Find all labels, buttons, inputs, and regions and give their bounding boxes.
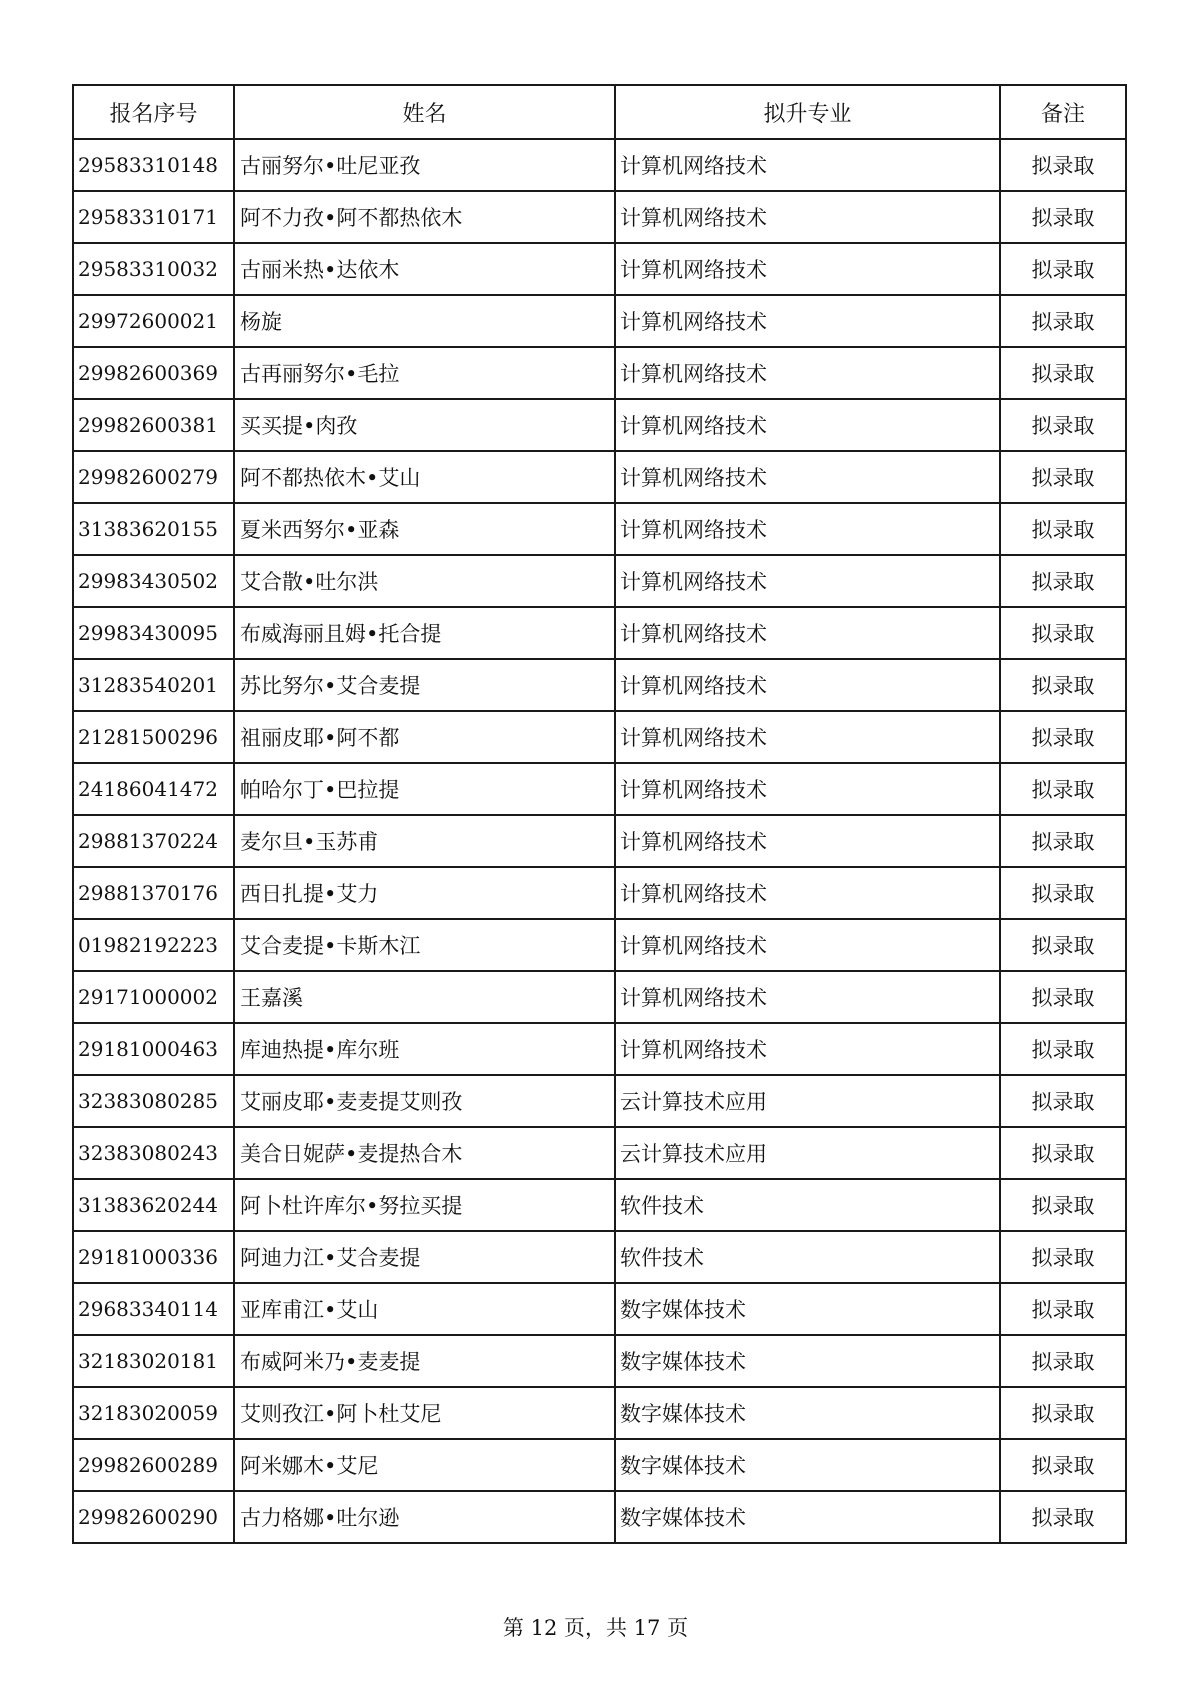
table-row bbox=[73, 451, 1126, 503]
major-cell: 计算机网络技术 bbox=[615, 867, 1000, 919]
major-cell: 计算机网络技术 bbox=[615, 295, 1000, 347]
major-cell: 计算机网络技术 bbox=[615, 607, 1000, 659]
major-cell: 计算机网络技术 bbox=[615, 243, 1000, 295]
major-cell: 计算机网络技术 bbox=[615, 139, 1000, 191]
name-cell: 阿卜杜许库尔•努拉买提 bbox=[234, 1179, 615, 1231]
table-header-row bbox=[73, 85, 1126, 139]
table-row bbox=[73, 1283, 1126, 1335]
name-cell: 祖丽皮耶•阿不都 bbox=[234, 711, 615, 763]
registration-number-cell: 29583310171 bbox=[73, 191, 234, 243]
remarks-cell: 拟录取 bbox=[1000, 191, 1126, 243]
major-cell: 数字媒体技术 bbox=[615, 1439, 1000, 1491]
table-row bbox=[73, 815, 1126, 867]
major-cell: 软件技术 bbox=[615, 1179, 1000, 1231]
table-row bbox=[73, 1179, 1126, 1231]
table-row bbox=[73, 503, 1126, 555]
table-row bbox=[73, 607, 1126, 659]
remarks-cell: 拟录取 bbox=[1000, 295, 1126, 347]
name-cell: 古力格娜•吐尔逊 bbox=[234, 1491, 615, 1543]
table-row bbox=[73, 295, 1126, 347]
table-row bbox=[73, 399, 1126, 451]
remarks-cell: 拟录取 bbox=[1000, 1179, 1126, 1231]
table-row bbox=[73, 1439, 1126, 1491]
remarks-cell: 拟录取 bbox=[1000, 555, 1126, 607]
registration-number-cell: 29972600021 bbox=[73, 295, 234, 347]
major-cell: 数字媒体技术 bbox=[615, 1491, 1000, 1543]
remarks-cell: 拟录取 bbox=[1000, 867, 1126, 919]
name-cell: 布威阿米乃•麦麦提 bbox=[234, 1335, 615, 1387]
registration-number-cell: 21281500296 bbox=[73, 711, 234, 763]
remarks-cell: 拟录取 bbox=[1000, 1335, 1126, 1387]
registration-number-cell: 29181000336 bbox=[73, 1231, 234, 1283]
registration-number-cell: 29982600279 bbox=[73, 451, 234, 503]
registration-number-cell: 29583310032 bbox=[73, 243, 234, 295]
name-cell: 王嘉溪 bbox=[234, 971, 615, 1023]
registration-number-cell: 29171000002 bbox=[73, 971, 234, 1023]
name-cell: 麦尔旦•玉苏甫 bbox=[234, 815, 615, 867]
registration-number-cell: 29982600369 bbox=[73, 347, 234, 399]
remarks-cell: 拟录取 bbox=[1000, 1075, 1126, 1127]
name-cell: 阿不都热依木•艾山 bbox=[234, 451, 615, 503]
table-row bbox=[73, 1335, 1126, 1387]
table-row bbox=[73, 1231, 1126, 1283]
remarks-cell: 拟录取 bbox=[1000, 347, 1126, 399]
registration-number-cell: 31383620155 bbox=[73, 503, 234, 555]
major-cell: 计算机网络技术 bbox=[615, 503, 1000, 555]
remarks-cell: 拟录取 bbox=[1000, 1127, 1126, 1179]
major-cell: 计算机网络技术 bbox=[615, 971, 1000, 1023]
name-cell: 阿不力孜•阿不都热依木 bbox=[234, 191, 615, 243]
major-cell: 数字媒体技术 bbox=[615, 1387, 1000, 1439]
remarks-cell: 拟录取 bbox=[1000, 399, 1126, 451]
name-cell: 古再丽努尔•毛拉 bbox=[234, 347, 615, 399]
name-cell: 艾合麦提•卡斯木江 bbox=[234, 919, 615, 971]
name-cell: 亚库甫江•艾山 bbox=[234, 1283, 615, 1335]
name-cell: 古丽米热•达依木 bbox=[234, 243, 615, 295]
major-cell: 计算机网络技术 bbox=[615, 919, 1000, 971]
table-row bbox=[73, 347, 1126, 399]
major-cell: 计算机网络技术 bbox=[615, 763, 1000, 815]
major-cell: 计算机网络技术 bbox=[615, 555, 1000, 607]
registration-number-cell: 32383080243 bbox=[73, 1127, 234, 1179]
major-cell: 计算机网络技术 bbox=[615, 191, 1000, 243]
remarks-cell: 拟录取 bbox=[1000, 1231, 1126, 1283]
remarks-cell: 拟录取 bbox=[1000, 1387, 1126, 1439]
registration-number-cell: 29982600289 bbox=[73, 1439, 234, 1491]
table-row bbox=[73, 139, 1126, 191]
remarks-cell: 拟录取 bbox=[1000, 659, 1126, 711]
table-row bbox=[73, 971, 1126, 1023]
remarks-cell: 拟录取 bbox=[1000, 1283, 1126, 1335]
remarks-cell: 拟录取 bbox=[1000, 711, 1126, 763]
major-cell: 云计算技术应用 bbox=[615, 1127, 1000, 1179]
table-row bbox=[73, 1075, 1126, 1127]
remarks-cell: 拟录取 bbox=[1000, 503, 1126, 555]
table-row bbox=[73, 555, 1126, 607]
registration-number-cell: 29583310148 bbox=[73, 139, 234, 191]
registration-number-cell: 29881370176 bbox=[73, 867, 234, 919]
major-cell: 计算机网络技术 bbox=[615, 815, 1000, 867]
major-cell: 计算机网络技术 bbox=[615, 347, 1000, 399]
name-cell: 帕哈尔丁•巴拉提 bbox=[234, 763, 615, 815]
name-cell: 买买提•肉孜 bbox=[234, 399, 615, 451]
major-cell: 计算机网络技术 bbox=[615, 659, 1000, 711]
page-number-text: 第 12 页，共 17 页 bbox=[502, 1616, 689, 1640]
remarks-cell: 拟录取 bbox=[1000, 1023, 1126, 1075]
table-row bbox=[73, 1023, 1126, 1075]
name-cell: 夏米西努尔•亚森 bbox=[234, 503, 615, 555]
remarks-cell: 拟录取 bbox=[1000, 607, 1126, 659]
admission-table bbox=[72, 84, 1127, 1544]
name-cell: 阿米娜木•艾尼 bbox=[234, 1439, 615, 1491]
header-remarks: 备注 bbox=[1000, 85, 1126, 139]
name-cell: 苏比努尔•艾合麦提 bbox=[234, 659, 615, 711]
registration-number-cell: 29181000463 bbox=[73, 1023, 234, 1075]
remarks-cell: 拟录取 bbox=[1000, 243, 1126, 295]
table-row bbox=[73, 1127, 1126, 1179]
table-row bbox=[73, 659, 1126, 711]
table-row bbox=[73, 1387, 1126, 1439]
major-cell: 数字媒体技术 bbox=[615, 1335, 1000, 1387]
remarks-cell: 拟录取 bbox=[1000, 1491, 1126, 1543]
major-cell: 计算机网络技术 bbox=[615, 1023, 1000, 1075]
registration-number-cell: 29983430095 bbox=[73, 607, 234, 659]
major-cell: 云计算技术应用 bbox=[615, 1075, 1000, 1127]
registration-number-cell: 01982192223 bbox=[73, 919, 234, 971]
major-cell: 计算机网络技术 bbox=[615, 711, 1000, 763]
registration-number-cell: 29982600290 bbox=[73, 1491, 234, 1543]
table-row bbox=[73, 191, 1126, 243]
registration-number-cell: 32183020181 bbox=[73, 1335, 234, 1387]
name-cell: 阿迪力江•艾合麦提 bbox=[234, 1231, 615, 1283]
header-registration-number: 报名序号 bbox=[73, 85, 234, 139]
table-row bbox=[73, 919, 1126, 971]
remarks-cell: 拟录取 bbox=[1000, 971, 1126, 1023]
major-cell: 计算机网络技术 bbox=[615, 399, 1000, 451]
registration-number-cell: 29683340114 bbox=[73, 1283, 234, 1335]
registration-number-cell: 29983430502 bbox=[73, 555, 234, 607]
name-cell: 艾合散•吐尔洪 bbox=[234, 555, 615, 607]
registration-number-cell: 29982600381 bbox=[73, 399, 234, 451]
remarks-cell: 拟录取 bbox=[1000, 451, 1126, 503]
major-cell: 计算机网络技术 bbox=[615, 451, 1000, 503]
registration-number-cell: 32383080285 bbox=[73, 1075, 234, 1127]
remarks-cell: 拟录取 bbox=[1000, 763, 1126, 815]
table-row bbox=[73, 711, 1126, 763]
name-cell: 杨旋 bbox=[234, 295, 615, 347]
major-cell: 数字媒体技术 bbox=[615, 1283, 1000, 1335]
name-cell: 库迪热提•库尔班 bbox=[234, 1023, 615, 1075]
table-row bbox=[73, 1491, 1126, 1543]
registration-number-cell: 24186041472 bbox=[73, 763, 234, 815]
major-cell: 软件技术 bbox=[615, 1231, 1000, 1283]
remarks-cell: 拟录取 bbox=[1000, 815, 1126, 867]
page-footer bbox=[0, 1612, 1191, 1642]
registration-number-cell: 31383620244 bbox=[73, 1179, 234, 1231]
registration-number-cell: 29881370224 bbox=[73, 815, 234, 867]
table-row bbox=[73, 867, 1126, 919]
remarks-cell: 拟录取 bbox=[1000, 1439, 1126, 1491]
name-cell: 布威海丽且姆•托合提 bbox=[234, 607, 615, 659]
table-row bbox=[73, 243, 1126, 295]
header-name: 姓名 bbox=[234, 85, 615, 139]
name-cell: 西日扎提•艾力 bbox=[234, 867, 615, 919]
name-cell: 艾则孜江•阿卜杜艾尼 bbox=[234, 1387, 615, 1439]
table-row bbox=[73, 763, 1126, 815]
registration-number-cell: 32183020059 bbox=[73, 1387, 234, 1439]
name-cell: 美合日妮萨•麦提热合木 bbox=[234, 1127, 615, 1179]
registration-number-cell: 31283540201 bbox=[73, 659, 234, 711]
name-cell: 古丽努尔•吐尼亚孜 bbox=[234, 139, 615, 191]
table-body bbox=[73, 139, 1126, 1543]
name-cell: 艾丽皮耶•麦麦提艾则孜 bbox=[234, 1075, 615, 1127]
remarks-cell: 拟录取 bbox=[1000, 139, 1126, 191]
header-intended-major: 拟升专业 bbox=[615, 85, 1000, 139]
remarks-cell: 拟录取 bbox=[1000, 919, 1126, 971]
